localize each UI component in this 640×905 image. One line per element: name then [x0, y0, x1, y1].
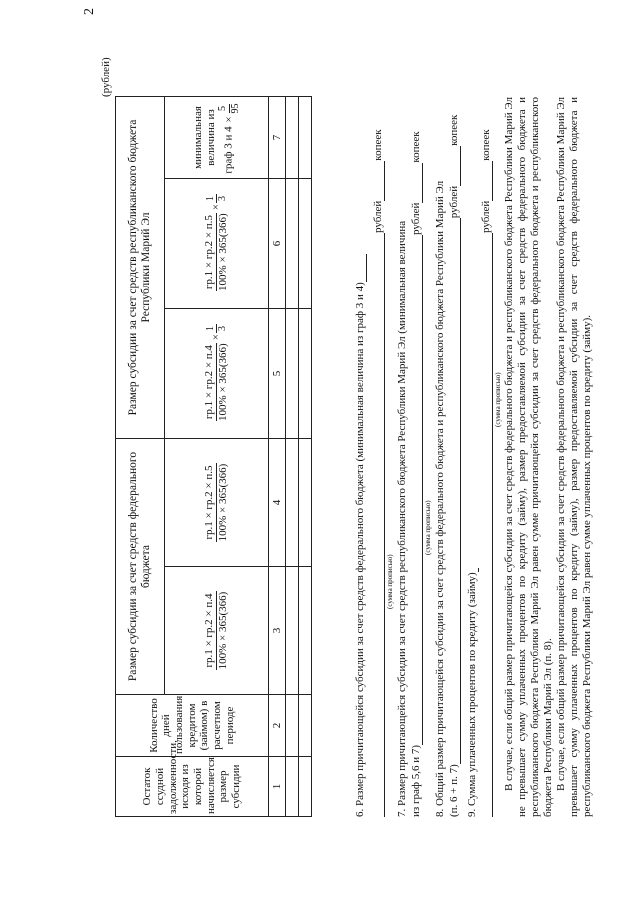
- multiply-sign: ×: [210, 204, 223, 211]
- item-9: [466, 97, 479, 817]
- item-7-rub: рублей: [410, 202, 422, 235]
- table-row: [286, 97, 299, 817]
- column-number: 4: [269, 439, 286, 567]
- header-republic: Размер субсидии за счет средств республиканского бюджета Республики Марий Эл: [116, 97, 165, 439]
- column-number: 5: [269, 309, 286, 439]
- item-8-rub: рублей: [448, 185, 460, 219]
- formula-denominator: 100% × 365(366): [217, 343, 229, 421]
- formula-col5: [165, 309, 269, 439]
- header-balance: Остаток ссудной задолженности, исходя из которой начисляется размер субсидии: [116, 757, 269, 817]
- fraction-denominator: 3: [217, 196, 228, 202]
- column-numbers-row: [269, 97, 286, 817]
- item-9-kop: копеек: [480, 129, 492, 161]
- currency-note: (рублей): [100, 57, 112, 97]
- fraction-numerator: 1: [204, 196, 216, 202]
- formula-denominator: 100% × 365(366): [217, 213, 229, 291]
- multiply-sign: ×: [222, 116, 235, 123]
- column-number: 2: [269, 695, 286, 757]
- item-6: [354, 97, 367, 817]
- formula-col7: [165, 97, 269, 179]
- paragraph-1: В случае, если общий размер причитающейся субсидии за счет средств федерального бюджета и республиканского бюджета Республики Марий Эл не превышает сумму уплаченных процентов по кредиту (займу), размер предоставляемой субсидии за счет средств федерального бюджета и республиканского бюджета Республики Марий Эл равен сумме причитающейся субсидии за счет средств федерального бюджета и республиканского бюджета Республики Марий Эл (п. 8).: [503, 97, 554, 817]
- item-8-amount: [448, 97, 461, 817]
- page-number: 2: [82, 8, 97, 15]
- item-8-kop: копеек: [448, 114, 460, 146]
- item-7-kop: копеек: [410, 131, 422, 163]
- formula-numerator: гр.1 × гр.2 × п.5: [203, 465, 216, 540]
- item-9-caption: (сумма прописью): [494, 372, 502, 427]
- formula-numerator: гр.1 × гр.2 × п.4: [203, 593, 216, 668]
- item-6-caption: (сумма прописью): [386, 554, 394, 609]
- item-8-text-2: (п. 6 + п. 7): [448, 764, 460, 817]
- formula-col3: [165, 567, 269, 695]
- item-6-rub: рублей: [372, 200, 384, 233]
- item-8: [434, 97, 447, 817]
- item-9-text: 9. Сумма уплаченных процентов по кредиту (займу): [466, 572, 478, 817]
- column-number: 7: [269, 97, 286, 179]
- item-9-amount: [480, 97, 493, 817]
- paragraph-2: В случае, если общий размер причитающейся субсидии за счет средств федерального бюджета и республиканского бюджета Республики Марий Эл превышает сумму уплаченных процентов по кредиту (займу), размер предоставляемой субсидии за счет средств федерального бюджета и республиканского бюджета Республики Марий Эл равен сумме уплаченных процентов по кредиту (займу).: [555, 97, 593, 817]
- table-row: [299, 97, 312, 817]
- formula-min-text: минимальная величина из граф 3 и 4: [191, 106, 235, 174]
- item-7: [396, 97, 409, 817]
- item-7-text: 7. Размер причитающейся субсидии за счет средств республиканского бюджета Республики Марий Эл (минимальная величина: [396, 220, 408, 817]
- header-federal: Размер субсидии за счет средств федерального бюджета: [116, 439, 165, 695]
- item-7-text-2: из граф 5,6 и 7): [410, 744, 422, 817]
- column-number: 6: [269, 179, 286, 309]
- formula-denominator: 100% × 365(366): [217, 463, 229, 542]
- item-6-kop: копеек: [372, 129, 384, 161]
- item-8-text: 8. Общий размер причитающейся субсидии за счет средств федерального бюджета и республиканского бюджета Республики Марий Эл: [434, 180, 446, 817]
- item-7-caption: (сумма прописью): [424, 500, 432, 555]
- fraction-numerator: 5: [217, 105, 229, 111]
- multiply-sign: ×: [210, 334, 223, 341]
- column-number: 1: [269, 757, 286, 817]
- item-9-rub: рублей: [480, 200, 492, 233]
- fraction-denominator: 3: [217, 326, 228, 332]
- item-6-text: 6. Размер причитающейся субсидии за счет средств федерального бюджета (минимальная величина из граф 3 и 4): [354, 282, 366, 817]
- item-6-amount: [372, 97, 385, 817]
- header-days: Количество дней пользования кредитом (займом) в расчетном периоде: [116, 695, 269, 757]
- closing-paragraphs: [503, 97, 594, 817]
- formula-numerator: гр.1 × гр.2 × п.4: [203, 345, 216, 420]
- formula-col6: [165, 179, 269, 309]
- item-7-amount: [410, 97, 423, 817]
- subsidy-table: [115, 96, 312, 817]
- fraction-numerator: 1: [204, 326, 216, 332]
- formula-col4: [165, 439, 269, 567]
- column-number: 3: [269, 567, 286, 695]
- formula-denominator: 100% × 365(366): [217, 591, 229, 670]
- fraction-denominator: 95: [229, 103, 241, 114]
- formula-numerator: гр.1 × гр.2 × п.5: [203, 215, 216, 290]
